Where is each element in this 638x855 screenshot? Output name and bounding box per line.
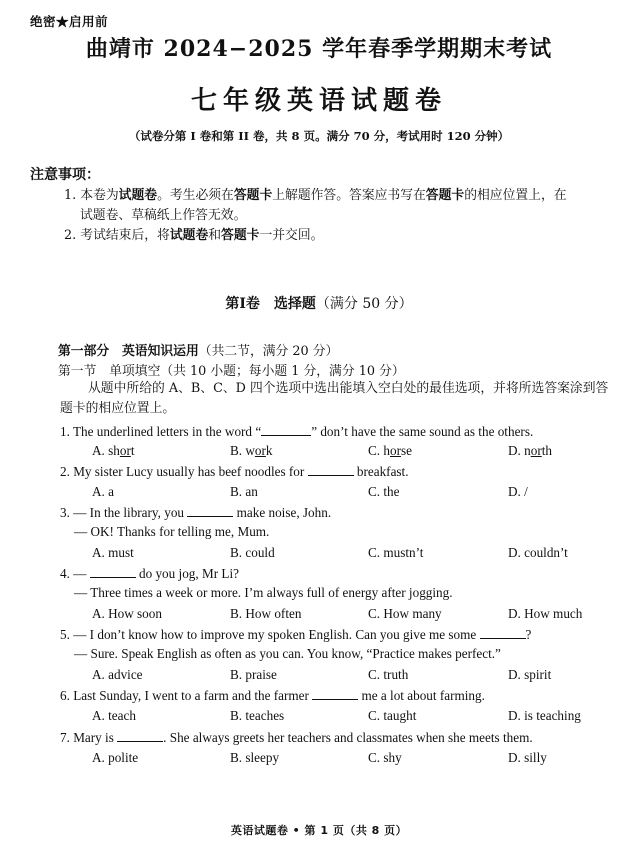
question-text: . She always greets her teachers and classmates when she meets them. xyxy=(163,730,533,745)
q6-option-a[interactable]: A. teach xyxy=(92,708,136,723)
question-2 xyxy=(60,463,409,480)
notice-item-2 xyxy=(64,226,612,246)
question-text: 7. Mary is xyxy=(60,730,114,745)
q3-option-b[interactable]: B. could xyxy=(230,545,275,560)
notice-bold: 答题卡 xyxy=(425,188,465,203)
answer-blank xyxy=(117,729,163,742)
option-text: D. n xyxy=(508,443,531,458)
question-text: ” don’t have the same sound as the others. xyxy=(311,424,534,439)
notice-text: 。考生必须在 xyxy=(157,188,234,203)
section-title xyxy=(0,293,638,313)
notice-bold: 试题卷 xyxy=(118,188,158,203)
q4-option-a[interactable]: A. How soon xyxy=(92,606,162,621)
q1-option-c[interactable] xyxy=(368,443,412,459)
q7-option-b[interactable]: B. sleepy xyxy=(230,750,280,765)
section-title-score: （满分 50 分） xyxy=(315,296,413,312)
q5-option-c[interactable]: C. truth xyxy=(368,667,409,682)
part-title: 第一部分 英语知识运用 xyxy=(58,344,199,359)
q3-option-a[interactable]: A. must xyxy=(92,545,134,560)
answer-blank xyxy=(261,423,311,436)
part-heading xyxy=(58,340,338,359)
q2-option-b[interactable]: B. an xyxy=(230,484,258,499)
question-4-reply: — Three times a week or more. I’m always full of energy after jogging. xyxy=(74,585,453,600)
question-text: ? xyxy=(525,627,532,642)
option-text: A. sh xyxy=(92,443,120,458)
underlined-letters: or xyxy=(119,443,131,458)
part-score: （共二节，满分 20 分） xyxy=(198,344,339,359)
underlined-letters: or xyxy=(254,443,266,458)
q1-option-d[interactable] xyxy=(508,443,552,459)
answer-blank xyxy=(187,504,233,517)
question-3 xyxy=(60,504,331,521)
q5-option-d[interactable]: D. spirit xyxy=(508,667,552,682)
question-5 xyxy=(60,626,531,643)
question-text: 3. — In the library, you xyxy=(60,505,185,520)
q4-option-b[interactable]: B. How often xyxy=(230,606,302,621)
q1-option-b[interactable] xyxy=(230,443,273,459)
answer-blank xyxy=(90,565,136,578)
q5-option-a[interactable]: A. advice xyxy=(92,667,143,682)
paper-subtitle: 七年级英语试题卷 xyxy=(190,86,447,116)
question-text: 2. My sister Lucy usually has beef noodles for xyxy=(60,464,305,479)
q3-option-c[interactable]: C. mustn’t xyxy=(368,545,424,560)
option-text: th xyxy=(541,443,552,458)
underlined-letters: or xyxy=(530,443,542,458)
q1-option-a[interactable] xyxy=(92,443,135,459)
question-7 xyxy=(60,729,533,746)
q4-option-d[interactable]: D. How much xyxy=(508,606,583,621)
page-footer: 英语试题卷 • 第 1 页（共 8 页） xyxy=(230,824,408,837)
notice-bold: 试题卷 xyxy=(169,228,209,243)
notice-text: 一并交回。 xyxy=(259,228,324,243)
notice-item-1 xyxy=(64,186,612,206)
question-text: make noise, John. xyxy=(236,505,332,520)
option-text: k xyxy=(265,443,273,458)
q3-option-d[interactable]: D. couldn’t xyxy=(508,545,568,560)
notice-item-1-cont: 试题卷、草稿纸上作答无效。 xyxy=(80,208,247,223)
question-text: do you jog, Mr Li? xyxy=(138,566,239,581)
q4-option-c[interactable]: C. How many xyxy=(368,606,442,621)
underlined-letters: or xyxy=(389,443,401,458)
q6-option-d[interactable]: D. is teaching xyxy=(508,708,581,723)
q7-option-c[interactable]: C. shy xyxy=(368,750,402,765)
q5-option-b[interactable]: B. praise xyxy=(230,667,277,682)
notice-text: 上解题作答。答案应书写在 xyxy=(272,188,426,203)
question-text: breakfast. xyxy=(356,464,409,479)
option-text: t xyxy=(130,443,135,458)
q2-option-c[interactable]: C. the xyxy=(368,484,400,499)
question-text: 1. The underlined letters in the word “ xyxy=(60,424,262,439)
notice-bold: 答题卡 xyxy=(221,228,260,243)
secret-label: 绝密★启用前 xyxy=(30,14,109,29)
answer-blank xyxy=(312,687,358,700)
question-5-reply: — Sure. Speak English as often as you can. You know, “Practice makes perfect.” xyxy=(74,646,501,661)
notice-heading: 注意事项： xyxy=(30,167,100,183)
exam-title: 曲靖市 2024−2025 学年春季学期期末考试 xyxy=(85,36,553,62)
exam-info: （试卷分第 I 卷和第 II 卷，共 8 页。满分 70 分，考试用时 120 分钟） xyxy=(128,129,510,143)
question-text: 6. Last Sunday, I went to a farm and the farmer xyxy=(60,688,309,703)
q6-option-b[interactable]: B. teaches xyxy=(230,708,285,723)
notice-text: 1. 本卷为 xyxy=(64,188,119,203)
option-text: C. h xyxy=(368,443,390,458)
instruction-text: 从题中所给的 A、B、C、D 四个选项中选出能填入空白处的最佳选项，并将所选答案涂到答题卡的相应位置上。 xyxy=(60,381,609,416)
section-title-bold: 第Ⅰ卷 选择题 xyxy=(225,296,316,312)
option-text: se xyxy=(400,443,412,458)
q7-option-d[interactable]: D. silly xyxy=(508,750,547,765)
question-text: me a lot about farming. xyxy=(361,688,485,703)
question-text: 4. — xyxy=(60,566,87,581)
notice-bold: 答题卡 xyxy=(233,188,273,203)
question-6 xyxy=(60,687,485,704)
q7-option-a[interactable]: A. polite xyxy=(92,750,139,765)
subsection-heading: 第一节 单项填空（共 10 小题；每小题 1 分，满分 10 分） xyxy=(58,364,405,379)
question-1 xyxy=(60,423,533,440)
notice-text: 和 xyxy=(208,228,222,243)
q6-option-c[interactable]: C. taught xyxy=(368,708,417,723)
question-4 xyxy=(60,565,239,582)
question-3-reply: — OK! Thanks for telling me, Mum. xyxy=(74,524,270,539)
answer-blank xyxy=(480,626,526,639)
question-text: 5. — I don’t know how to improve my spoken English. Can you give me some xyxy=(60,627,477,642)
notice-text: 的相应位置上，在 xyxy=(464,188,567,203)
q2-option-d[interactable]: D. / xyxy=(508,484,528,499)
answer-blank xyxy=(308,463,354,476)
q2-option-a[interactable]: A. a xyxy=(92,484,114,499)
option-text: B. w xyxy=(230,443,255,458)
notice-text: 2. 考试结束后，将 xyxy=(64,228,170,243)
